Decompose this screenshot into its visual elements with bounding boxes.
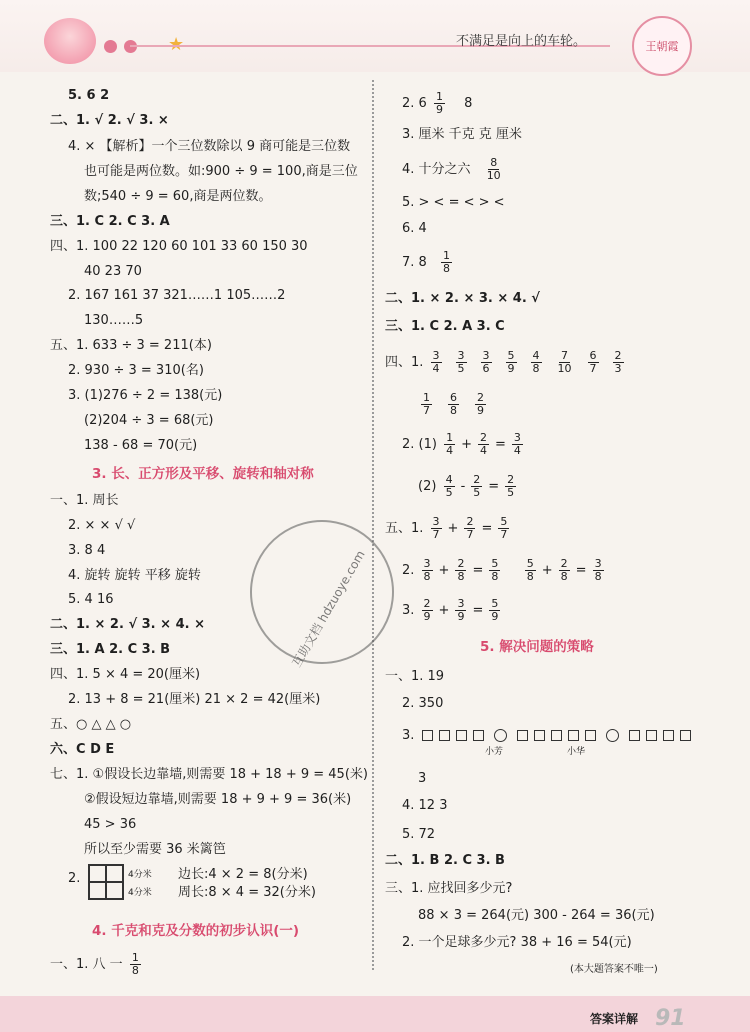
fraction-numerator: 4 bbox=[445, 473, 453, 486]
fraction-numerator: 5 bbox=[491, 597, 499, 610]
operator: = bbox=[495, 437, 506, 452]
grid-label: 4分米 bbox=[128, 870, 152, 880]
square-icon bbox=[456, 730, 467, 741]
fraction bbox=[471, 474, 482, 499]
fraction bbox=[556, 350, 574, 375]
fraction-equation bbox=[428, 515, 513, 541]
answer-line: 四、1. 100 22 120 60 101 33 60 150 30 bbox=[50, 239, 308, 254]
grid-label: 4分米 bbox=[128, 888, 152, 898]
fraction-equation bbox=[419, 597, 504, 623]
fraction-equation bbox=[441, 473, 520, 499]
fraction-denominator: 10 bbox=[557, 362, 572, 375]
answer-line: 五、○ △ △ ○ bbox=[50, 717, 132, 732]
answer-text: 五、1. bbox=[385, 521, 424, 536]
fraction bbox=[422, 558, 433, 583]
answer-line: 4. × 【解析】一个三位数除以 9 商可能是三位数 bbox=[68, 139, 351, 154]
answer-line: 2. 13 + 8 = 21(厘米) 21 × 2 = 42(厘米) bbox=[68, 692, 321, 707]
answer-line: 所以至少需要 36 米篱笆 bbox=[84, 842, 226, 857]
brand-logo: 王朝霞 bbox=[632, 16, 692, 76]
equation-line bbox=[385, 516, 512, 541]
answer-line bbox=[402, 157, 506, 182]
fraction bbox=[455, 558, 466, 583]
fraction-denominator: 7 bbox=[432, 528, 440, 541]
fraction-numerator: 1 bbox=[446, 431, 454, 444]
section-title: 5. 解决问题的策略 bbox=[480, 639, 594, 655]
watermark-stamp bbox=[234, 504, 410, 680]
square-icon bbox=[646, 730, 657, 741]
fraction-denominator: 9 bbox=[457, 610, 465, 623]
square-icon bbox=[422, 730, 433, 741]
watermark-line: hdzuoye.com bbox=[315, 547, 368, 625]
fraction bbox=[464, 516, 475, 541]
fraction-denominator: 7 bbox=[423, 404, 430, 417]
fraction-numerator: 6 bbox=[589, 349, 597, 362]
mascot-icon bbox=[44, 18, 96, 64]
fraction bbox=[421, 392, 432, 417]
answer-line: 2. 350 bbox=[402, 696, 444, 711]
header-motto: 不满足是向上的车轮。 bbox=[456, 34, 587, 49]
section-title: 3. 长、正方形及平移、旋转和轴对称 bbox=[92, 466, 314, 482]
fraction-numerator: 2 bbox=[473, 473, 481, 486]
answer-line: 2. 一个足球多少元? 38 + 16 = 54(元) bbox=[402, 935, 632, 950]
answer-line: 边长:4 × 2 = 8(分米) bbox=[178, 867, 308, 882]
operator: = bbox=[488, 479, 500, 494]
answer-text: (2) bbox=[418, 479, 437, 494]
fraction bbox=[489, 558, 500, 583]
fraction-row bbox=[418, 392, 499, 417]
operator: + bbox=[447, 521, 459, 536]
answer-line bbox=[402, 91, 472, 116]
fraction-denominator: 4 bbox=[446, 444, 454, 457]
answer-line: 三、1. C 2. A 3. C bbox=[385, 319, 505, 334]
fraction-numerator: 3 bbox=[482, 349, 490, 362]
fraction-denominator: 7 bbox=[466, 528, 474, 541]
fraction-denominator: 9 bbox=[477, 404, 484, 417]
square-icon bbox=[680, 730, 691, 741]
equation-line bbox=[402, 598, 503, 623]
equation-line bbox=[418, 474, 519, 499]
fraction-denominator: 7 bbox=[589, 362, 597, 375]
answer-line: 二、1. × 2. √ 3. × 4. × bbox=[50, 617, 205, 632]
fraction-list bbox=[428, 349, 635, 375]
fraction-numerator: 3 bbox=[594, 557, 602, 570]
answer-line: 88 × 3 = 264(元) 300 - 264 = 36(元) bbox=[418, 908, 655, 923]
person-label: 小芳 bbox=[485, 747, 504, 757]
fraction bbox=[531, 350, 542, 375]
fraction bbox=[441, 250, 452, 275]
fraction bbox=[422, 598, 433, 623]
fraction bbox=[506, 350, 517, 375]
square-icon bbox=[439, 730, 450, 741]
fraction bbox=[431, 516, 442, 541]
square-icon bbox=[585, 730, 596, 741]
answer-line: 三、1. C 2. C 3. A bbox=[50, 214, 170, 229]
answer-line: 五、1. 633 ÷ 3 = 211(本) bbox=[50, 338, 212, 353]
square-icon bbox=[551, 730, 562, 741]
fraction-equation bbox=[441, 431, 526, 457]
fraction-numerator: 2 bbox=[457, 557, 465, 570]
equation-line bbox=[402, 558, 607, 583]
fraction-numerator: 2 bbox=[480, 431, 487, 444]
fraction-denominator: 9 bbox=[507, 362, 515, 375]
fraction bbox=[431, 350, 442, 375]
square-icon bbox=[517, 730, 528, 741]
fraction-denominator: 5 bbox=[445, 486, 453, 499]
answer-text: 2. 6 bbox=[402, 96, 427, 111]
fraction-numerator: 3 bbox=[457, 597, 465, 610]
fraction-list bbox=[418, 391, 499, 417]
fraction-denominator: 9 bbox=[435, 103, 443, 116]
operator: + bbox=[461, 437, 472, 452]
fraction-numerator: 5 bbox=[500, 515, 508, 528]
answer-text: 4. 十分之六 bbox=[402, 162, 471, 177]
queue-diagram bbox=[402, 727, 694, 745]
operator: + bbox=[438, 603, 450, 618]
square-icon bbox=[473, 730, 484, 741]
fraction-numerator: 8 bbox=[490, 156, 498, 169]
watermark-line: 互助文档 bbox=[289, 620, 326, 670]
answer-line: 二、1. √ 2. √ 3. × bbox=[50, 113, 169, 128]
fraction-numerator: 4 bbox=[532, 349, 540, 362]
fraction-numerator: 1 bbox=[435, 90, 443, 103]
equation-line bbox=[402, 432, 526, 457]
fraction-denominator: 7 bbox=[500, 528, 508, 541]
fraction-denominator: 4 bbox=[513, 444, 521, 457]
fraction bbox=[525, 558, 536, 583]
answer-line: 130……5 bbox=[84, 313, 144, 328]
answer-line: 一、1. 19 bbox=[385, 669, 445, 684]
fraction-denominator: 8 bbox=[491, 570, 499, 583]
answer-text: 3. bbox=[402, 603, 415, 618]
fraction-numerator: 2 bbox=[477, 391, 484, 404]
column-divider bbox=[372, 80, 374, 970]
operator: + bbox=[541, 563, 553, 578]
answer-line: 四、1. 5 × 4 = 20(厘米) bbox=[50, 667, 201, 682]
fraction bbox=[475, 392, 486, 417]
fraction-denominator: 5 bbox=[473, 486, 481, 499]
fraction bbox=[559, 558, 570, 583]
answer-line: 6. 4 bbox=[402, 221, 427, 236]
answer-line: 3. (1)276 ÷ 2 = 138(元) bbox=[68, 388, 223, 403]
answer-line: 也可能是两位数。如:900 ÷ 9 = 100,商是三位 bbox=[84, 164, 358, 179]
answer-line bbox=[50, 952, 144, 977]
answer-line: 一、1. 周长 bbox=[50, 493, 119, 508]
answer-line: 5. > < = < > < bbox=[402, 195, 505, 210]
answer-line: 45 > 36 bbox=[84, 817, 137, 832]
answer-line: 5. 72 bbox=[402, 827, 436, 842]
answer-text: 7. 8 bbox=[402, 255, 427, 270]
fraction-denominator: 6 bbox=[482, 362, 490, 375]
fraction-denominator: 5 bbox=[457, 362, 465, 375]
fraction-denominator: 10 bbox=[486, 169, 501, 182]
answer-line: 40 23 70 bbox=[84, 264, 142, 279]
answer-text: 2. bbox=[402, 563, 415, 578]
fraction bbox=[130, 952, 141, 977]
answer-line: 三、1. A 2. C 3. B bbox=[50, 642, 171, 657]
operator: - bbox=[460, 479, 466, 494]
operator: = bbox=[575, 563, 587, 578]
answer-line: (2)204 ÷ 3 = 68(元) bbox=[84, 413, 214, 428]
fraction-denominator: 3 bbox=[614, 362, 622, 375]
fraction bbox=[613, 350, 624, 375]
fraction-denominator: 8 bbox=[594, 570, 602, 583]
operator: = bbox=[472, 563, 484, 578]
fraction bbox=[434, 91, 445, 116]
answer-line: 138 - 68 = 70(元) bbox=[84, 438, 198, 453]
answer-line: 二、1. × 2. × 3. × 4. √ bbox=[385, 291, 540, 306]
circled-square-icon bbox=[494, 729, 507, 742]
fraction-denominator: 8 bbox=[450, 404, 457, 417]
fraction-numerator: 7 bbox=[561, 349, 569, 362]
footer-label: 答案详解 bbox=[590, 1012, 639, 1026]
fraction-denominator: 8 bbox=[560, 570, 568, 583]
fraction-numerator: 5 bbox=[526, 557, 534, 570]
fraction bbox=[478, 432, 489, 457]
answer-line: 3 bbox=[418, 771, 427, 786]
page-number: 91 bbox=[655, 1006, 686, 1031]
fraction-denominator: 9 bbox=[491, 610, 499, 623]
answer-text: 四、1. bbox=[385, 355, 424, 370]
square-icon bbox=[663, 730, 674, 741]
fraction bbox=[448, 392, 459, 417]
answer-line bbox=[402, 250, 455, 275]
square-grid bbox=[88, 864, 124, 900]
section-title: 4. 千克和克及分数的初步认识(一) bbox=[92, 923, 300, 939]
fraction-denominator: 4 bbox=[480, 444, 487, 457]
answer-line: 5. 6 2 bbox=[68, 88, 110, 103]
square-icon bbox=[534, 730, 545, 741]
answer-text: 一、1. 八 一 bbox=[50, 957, 123, 972]
operator: = bbox=[481, 521, 493, 536]
fraction bbox=[444, 432, 455, 457]
answer-line: 5. 4 16 bbox=[68, 592, 114, 607]
fraction-numerator: 1 bbox=[423, 391, 430, 404]
answer-text: 2. (1) bbox=[402, 437, 437, 452]
fraction bbox=[512, 432, 523, 457]
answer-line: 2. bbox=[68, 871, 81, 886]
square-icon bbox=[568, 730, 579, 741]
fraction-numerator: 3 bbox=[423, 557, 431, 570]
fraction-numerator: 2 bbox=[423, 597, 431, 610]
operator bbox=[506, 563, 518, 578]
fraction-denominator: 8 bbox=[131, 964, 139, 977]
fraction-numerator: 3 bbox=[432, 349, 440, 362]
fraction-numerator: 1 bbox=[442, 249, 450, 262]
fraction-denominator: 5 bbox=[507, 486, 515, 499]
answer-line: 3. 厘米 千克 克 厘米 bbox=[402, 127, 522, 142]
fraction-numerator: 5 bbox=[491, 557, 499, 570]
fraction-numerator: 6 bbox=[450, 391, 457, 404]
footer-note: (本大题答案不唯一) bbox=[570, 964, 658, 975]
fraction bbox=[456, 350, 467, 375]
answer-line: 4. 12 3 bbox=[402, 798, 448, 813]
answer-line: 六、C D E bbox=[50, 742, 115, 757]
answer-line: 周长:8 × 4 = 32(分米) bbox=[178, 885, 316, 900]
fraction-denominator: 9 bbox=[423, 610, 431, 623]
fraction bbox=[505, 474, 516, 499]
fraction-denominator: 8 bbox=[532, 362, 540, 375]
answer-line: 数;540 ÷ 9 = 60,商是两位数。 bbox=[84, 189, 272, 204]
answer-line: 4. 旋转 旋转 平移 旋转 bbox=[68, 568, 201, 583]
fraction bbox=[485, 157, 503, 182]
fraction bbox=[444, 474, 455, 499]
dot-icon bbox=[104, 40, 117, 53]
fraction-numerator: 5 bbox=[507, 349, 515, 362]
answer-text: 3. bbox=[402, 728, 415, 743]
operator: = bbox=[472, 603, 484, 618]
answer-line: 3. 8 4 bbox=[68, 543, 106, 558]
fraction bbox=[481, 350, 492, 375]
fraction-numerator: 2 bbox=[507, 473, 515, 486]
fraction bbox=[489, 598, 500, 623]
fraction bbox=[498, 516, 509, 541]
grid-figure bbox=[88, 864, 124, 900]
operator: + bbox=[438, 563, 450, 578]
fraction bbox=[593, 558, 604, 583]
fraction-equation bbox=[419, 557, 607, 583]
fraction-denominator: 8 bbox=[457, 570, 465, 583]
answer-line: 二、1. B 2. C 3. B bbox=[385, 853, 505, 868]
answer-line: 七、1. ①假设长边靠墙,则需要 18 + 18 + 9 = 45(米) bbox=[50, 767, 368, 782]
fraction-denominator: 8 bbox=[442, 262, 450, 275]
answer-line: 2. 930 ÷ 3 = 310(名) bbox=[68, 363, 204, 378]
fraction-denominator: 4 bbox=[432, 362, 440, 375]
person-label: 小华 bbox=[567, 747, 586, 757]
fraction-denominator: 8 bbox=[526, 570, 534, 583]
answer-text: 8 bbox=[464, 96, 473, 111]
fraction-numerator: 3 bbox=[513, 431, 521, 444]
fraction-numerator: 3 bbox=[457, 349, 465, 362]
answer-line: ②假设短边靠墙,则需要 18 + 9 + 9 = 36(米) bbox=[84, 792, 352, 807]
fraction-row bbox=[385, 350, 635, 375]
fraction bbox=[588, 350, 599, 375]
answer-line: 2. × × √ √ bbox=[68, 518, 136, 533]
answer-line: 三、1. 应找回多少元? bbox=[385, 881, 513, 896]
fraction-numerator: 3 bbox=[432, 515, 440, 528]
fraction-numerator: 2 bbox=[560, 557, 568, 570]
answer-line: 2. 167 161 37 321……1 105……2 bbox=[68, 288, 286, 303]
fraction-numerator: 2 bbox=[614, 349, 622, 362]
fraction-denominator: 8 bbox=[423, 570, 431, 583]
fraction-numerator: 2 bbox=[466, 515, 474, 528]
fraction bbox=[455, 598, 466, 623]
fraction-numerator: 1 bbox=[131, 951, 139, 964]
circled-square-icon bbox=[606, 729, 619, 742]
square-icon bbox=[629, 730, 640, 741]
